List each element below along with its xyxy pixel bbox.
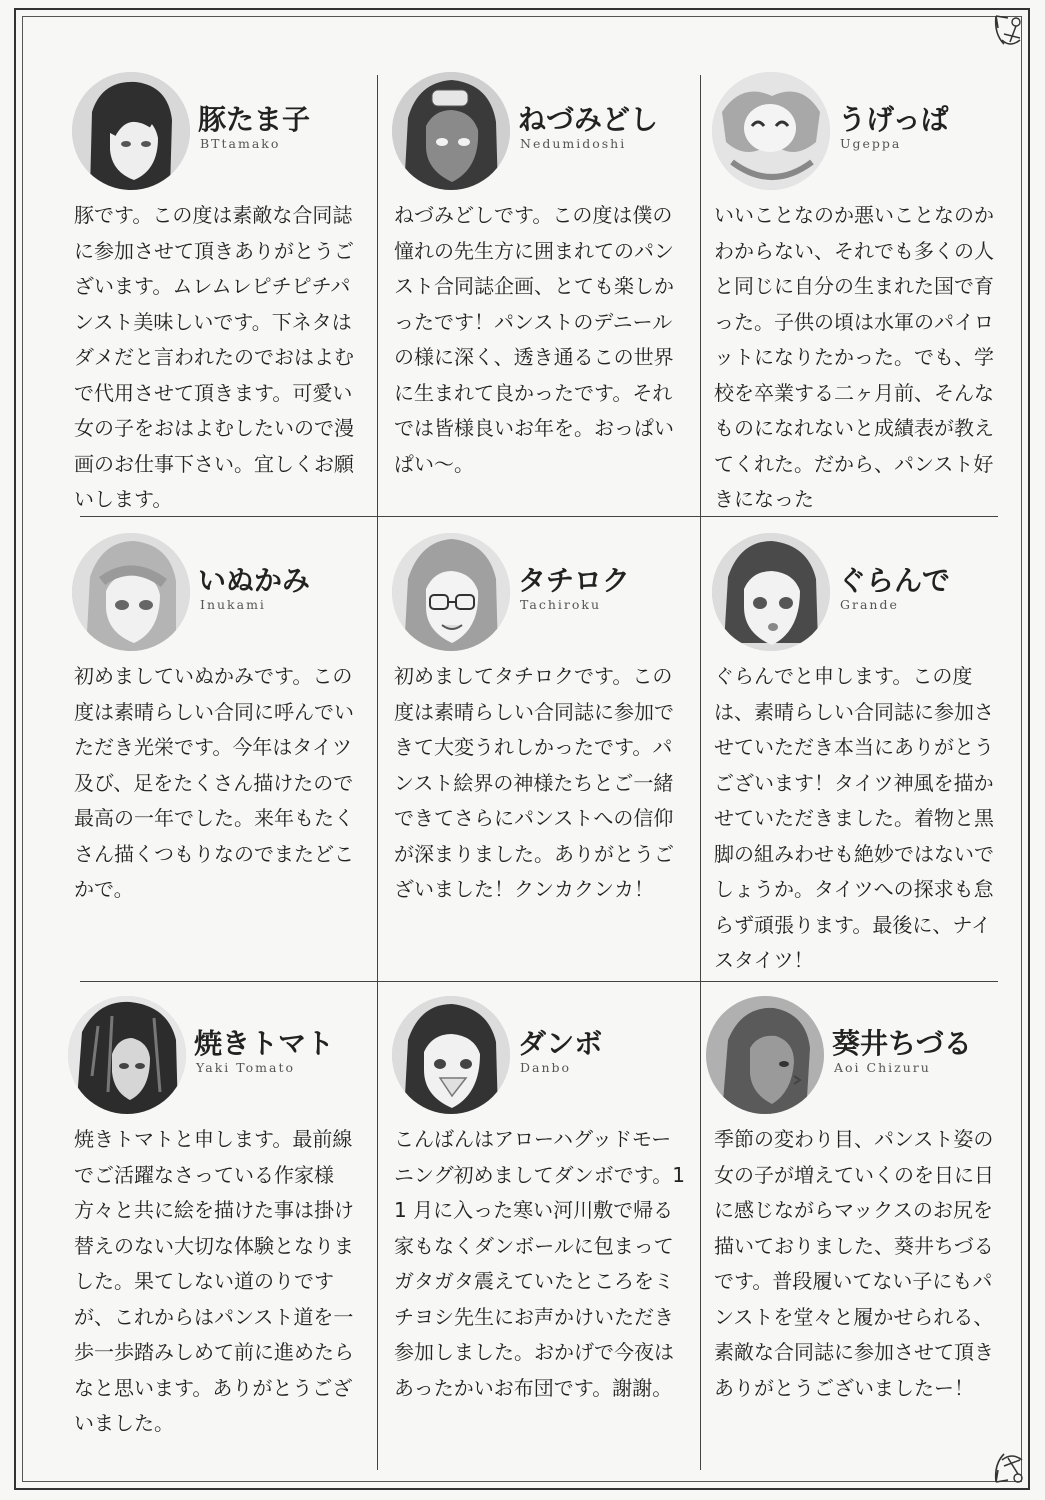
contributor-avatar (392, 72, 510, 190)
contributor-avatar (706, 996, 824, 1114)
contributor-name: 豚たま子 (198, 103, 311, 136)
anchor-corner-icon (990, 1448, 1030, 1488)
portrait-hands-to-mouth-icon (392, 996, 510, 1114)
contributor-avatar (712, 72, 830, 190)
contributor-message: 初めましていぬかみです。この度は素晴らしい合同に呼んでいただき光栄です。今年はタイツ及び、足をたくさん描けたので最高の一年でした。来年もたくさん描くつもりなのでまたどこかで。 (74, 664, 354, 901)
contributor-message: ねづみどしです。この度は僕の憧れの先生方に囲まれてのパンスト合同誌企画、とても楽しかったです！パンストのデニールの様に深く、透き通るこの世界に生まれて良かったです。それでは皆様良いお年を。おっぱいぱい〜。 (394, 203, 674, 476)
contributor-avatar (392, 996, 510, 1114)
portrait-dark-hair-icon (72, 72, 190, 190)
portrait-headband-icon (392, 72, 510, 190)
column-divider (377, 75, 378, 1470)
portrait-side-profile-icon (706, 996, 824, 1114)
portrait-short-hair-icon (712, 533, 830, 651)
contributor-name: いぬかみ (198, 564, 311, 597)
contributor-name: うげっぱ (838, 103, 949, 136)
portrait-upside-down-icon (712, 72, 830, 190)
contributor-name: ぐらんで (838, 564, 951, 597)
contributor-avatar (72, 72, 190, 190)
contributor-romanized-name: Aoi Chizuru (834, 1060, 931, 1075)
contributor-romanized-name: BTtamako (200, 136, 281, 151)
contributor-message: ぐらんでと申します。この度は、素晴らしい合同誌に参加させていただき本当にありがとうございます！タイツ神風を描かせていただきました。着物と黒脚の組みわせも絶妙ではないでしょうか。タイツへの探求も怠らず頑張ります。最後に、ナイスタイツ！ (714, 664, 994, 972)
portrait-long-dark-hair-icon (68, 996, 186, 1114)
contributor-message: 季節の変わり目、パンスト姿の女の子が増えていくのを日に日に感じながらマックスのお尻を描いておりました、葵井ちづるです。普段履いてない子にもパンストを堂々と履かせられる、素敵な合同誌に参加させて頂きありがとうございましたー！ (714, 1127, 994, 1400)
contributor-avatar (72, 533, 190, 651)
contributor-message: いいことなのか悪いことなのかわからない、それでも多くの人と同じに自分の生まれた国で育った。子供の頃は水軍のパイロットになりたかった。でも、学校を卒業する二ヶ月前、そんなものになれないと成績表が教えてくれた。だから、パンスト好きになった (714, 203, 994, 511)
anchor-corner-icon (990, 10, 1030, 50)
contributor-romanized-name: Nedumidoshi (520, 136, 627, 151)
contributor-avatar (392, 533, 510, 651)
portrait-light-hair-icon (72, 533, 190, 651)
contributor-message: 焼きトマトと申します。最前線でご活躍なさっている作家様方々と共に絵を描けた事は掛け替えのない大切な体験となりました。果てしない道のりですが、これからはパンスト道を一歩一歩踏みしめて前に進めたらなと思います。ありがとうございました。 (74, 1127, 354, 1435)
contributor-message: 豚です。この度は素敵な合同誌に参加させて頂きありがとうございます。ムレムレピチピチパンスト美味しいです。下ネタはダメだと言われたのでおはよむで代用させて頂きます。可愛い女の子をおはよむしたいので漫画のお仕事下さい。宜しくお願いします。 (74, 203, 354, 511)
contributor-romanized-name: Tachiroku (520, 597, 601, 612)
portrait-glasses-icon (392, 533, 510, 651)
contributor-name: ねづみどし (518, 103, 659, 136)
contributor-romanized-name: Ugeppa (840, 136, 902, 151)
row-divider (80, 981, 998, 982)
contributor-romanized-name: Danbo (520, 1060, 572, 1075)
contributor-romanized-name: Grande (840, 597, 899, 612)
column-divider (700, 75, 701, 1470)
contributor-message: 初めましてタチロクです。この度は素晴らしい合同誌に参加できて大変うれしかったです。パンスト絵界の神様たちとご一緒できてさらにパンストへの信仰が深まりました。ありがとうございました！クンカクンカ！ (394, 664, 674, 901)
contributor-avatar (712, 533, 830, 651)
contributor-name: 葵井ちづる (832, 1027, 972, 1060)
contributor-romanized-name: Yaki Tomato (196, 1060, 296, 1075)
contributor-message: こんばんはアローハグッドモーニング初めましてダンボです。11 月に入った寒い河川敷で帰る家もなくダンボールに包まってガタガタ震えていたところをミチヨシ先生にお声かけいただき参加しました。おかげで今夜はあったかいお布団です。謝謝。 (394, 1127, 685, 1400)
contributor-romanized-name: Inukami (200, 597, 266, 612)
contributor-name: 焼きトマト (194, 1027, 335, 1060)
contributor-name: タチロク (518, 564, 631, 597)
contributor-name: ダンボ (518, 1027, 603, 1060)
contributor-avatar (68, 996, 186, 1114)
